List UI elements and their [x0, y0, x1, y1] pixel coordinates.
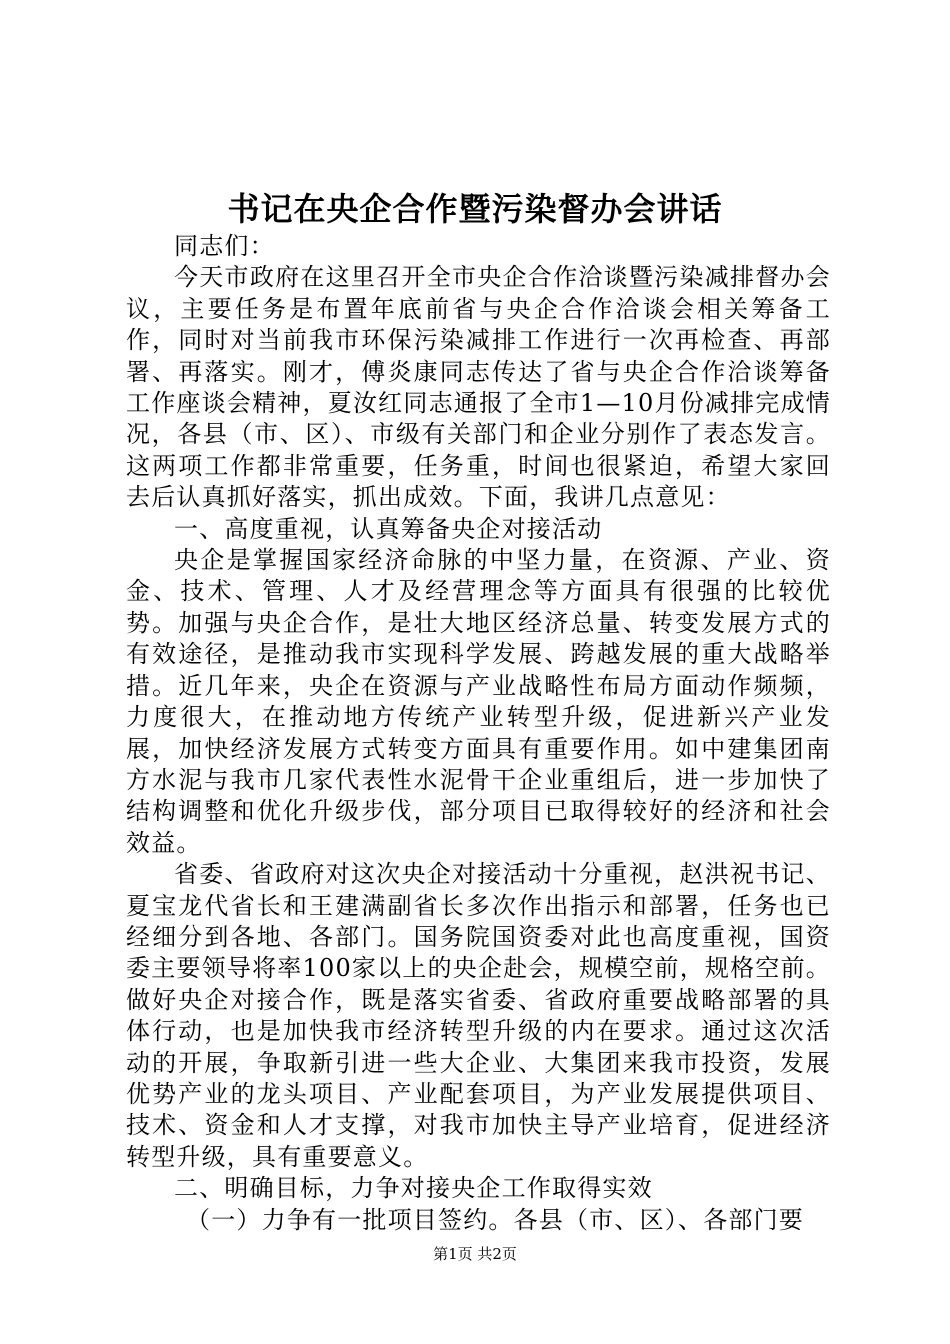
paragraph-intro: 今天市政府在这里召开全市央企合作洽谈暨污染减排督办会议，主要任务是布置年底前省与央企合作洽谈会相关筹备工作，同时对当前我市环保污染减排工作进行一次再检查、再部署、再落实。刚才，傅炎康同志传达了省与央企合作洽谈筹备工作座谈会精神，夏汝红同志通报了全市1—10月份减排完成情况，各县（市、区）、市级有关部门和企业分别作了表态发言。这两项工作都非常重要，任务重，时间也很紧迫，希望大家回去后认真抓好落实，抓出成效。下面，我讲几点意见： — [126, 263, 831, 512]
section-heading-1: 一、高度重视，认真筹备央企对接活动 — [174, 514, 603, 543]
section-heading-2: 二、明确目标，力争对接央企工作取得实效 — [174, 1174, 653, 1203]
paragraph-section1-a: 央企是掌握国家经济命脉的中坚力量，在资源、产业、资金、技术、管理、人才及经营理念等方面具有很强的比较优势。加强与央企合作，是壮大地区经济总量、转变发展方式的有效途径，是推动我市实现科学发展、跨越发展的重大战略举措。近几年来，央企在资源与产业战略性布局方面动作频频，力度很大，在推动地方传统产业转型升级，促进新兴产业发展，加快经济发展方式转变方面具有重要作用。如中建集团南方水泥与我市几家代表性水泥骨干企业重组后，进一步加快了结构调整和优化升级步伐，部分项目已取得较好的经济和社会效益。 — [126, 546, 831, 857]
document-title: 书记在央企合作暨污染督办会讲话 — [227, 190, 723, 228]
document-body — [126, 231, 831, 1236]
salutation: 同志们： — [174, 232, 275, 260]
paragraph-section1-b: 省委、省政府对这次央企对接活动十分重视，赵洪祝书记、夏宝龙代省长和王建满副省长多次作出指示和部署，任务也已经细分到各地、各部门。国务院国资委对此也高度重视，国资委主要领导将率100家以上的央企赴会，规模空前，规格空前。做好央企对接合作，既是落实省委、省政府重要战略部署的具体行动，也是加快我市经济转型升级的内在要求。通过这次活动的开展，争取新引进一些大企业、大集团来我市投资，发展优势产业的龙头项目、产业配套项目，为产业发展提供项目、技术、资金和人才支撑，对我市加快主导产业培育，促进经济转型升级，具有重要意义。 — [126, 860, 831, 1171]
page-footer: 第1页 共2页 — [433, 1245, 517, 1263]
paragraph-section2-a: （一）力争有一批项目签约。各县（市、区）、各部门要 — [186, 1205, 804, 1234]
